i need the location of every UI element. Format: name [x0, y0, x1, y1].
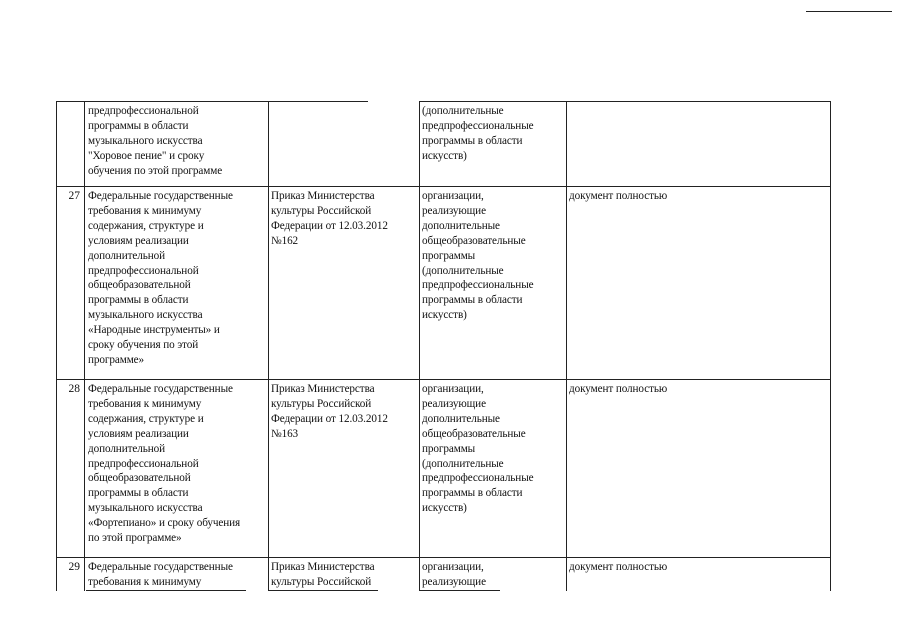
- row-divider-28: [56, 379, 830, 380]
- scope-cell: документ полностью: [569, 190, 668, 202]
- legal-act-cell: Приказ Министерства культуры Российской: [271, 561, 375, 588]
- table-bottom-rule: [86, 590, 246, 591]
- top-rule: [806, 11, 892, 12]
- row-divider-27: [56, 186, 830, 187]
- continuation-audience-cell: (дополнительные предпрофессиональные программы в области искусств): [422, 105, 534, 162]
- table-top-rule-2: [420, 101, 830, 102]
- row-number: 27: [68, 190, 80, 202]
- applicability-cell: организации, реализующие: [422, 561, 486, 588]
- requirement-name-cell: Федеральные государственные требования к минимуму содержания, структуре и условиям реализации дополнительной предпрофессиональной общеобразовательной программы в области музыкального искусства «Народные инструменты» и сроку обучения по этой программе»: [88, 190, 233, 366]
- legal-act-cell: Приказ Министерства культуры Российской Федерации от 12.03.2012 №162: [271, 190, 388, 247]
- scope-cell: документ полностью: [569, 383, 668, 395]
- requirement-name-cell: Федеральные государственные требования к минимуму содержания, структуре и условиям реализации дополнительной предпрофессиональной общеобразовательной программы в области музыкального искусства «Фортепиано» и сроку обучения по этой программе»: [88, 383, 241, 545]
- col-rule-4: [419, 101, 420, 591]
- row-number: 28: [68, 383, 80, 395]
- table-top-rule: [56, 101, 368, 102]
- col-rule-3: [268, 101, 269, 591]
- applicability-cell: организации, реализующие дополнительные общеобразовательные программы (дополнительные предпрофессиональные программы в области искусств): [422, 383, 534, 515]
- row-number: 29: [68, 561, 80, 573]
- col-rule-1: [56, 101, 57, 591]
- col-rule-2: [84, 101, 85, 591]
- col-rule-5: [566, 101, 567, 591]
- scope-cell: документ полностью: [569, 561, 668, 573]
- row-divider-29: [56, 557, 830, 558]
- table-bottom-rule-2: [268, 590, 378, 591]
- legal-act-cell: Приказ Министерства культуры Российской Федерации от 12.03.2012 №163: [271, 383, 388, 440]
- col-rule-6: [830, 101, 831, 591]
- continuation-name-cell: предпрофессиональной программы в области музыкального искусства "Хоровое пение" и сроку обучения по этой программе: [88, 105, 223, 177]
- requirement-name-cell: Федеральные государственные требования к минимуму: [88, 561, 233, 588]
- applicability-cell: организации, реализующие дополнительные общеобразовательные программы (дополнительные предпрофессиональные программы в области искусств): [422, 190, 534, 322]
- table-bottom-rule-3: [420, 590, 500, 591]
